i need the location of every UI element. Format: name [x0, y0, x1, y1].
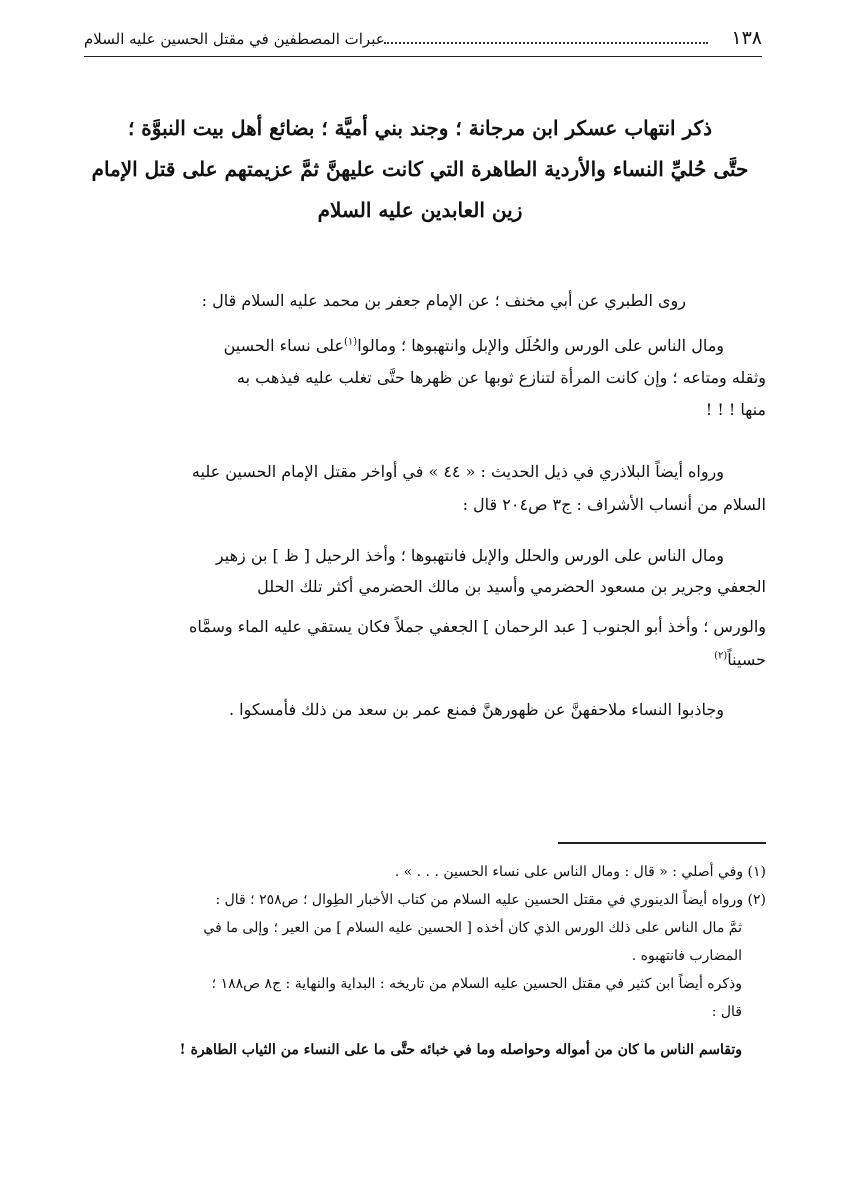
quote-1-continuation: [90, 362, 766, 393]
quote-2-continuation-2: [90, 611, 766, 642]
running-title: عبرات المصطفين في مقتل الحسين عليه السلام: [84, 30, 385, 48]
quote-1-line-1: [90, 330, 766, 361]
footnote-1: (١) وفي أصلي : « قال : ومال الناس على نساء الحسين . . . » .: [394, 864, 766, 880]
quote-2-line-3: والورس ؛ وأخذ أبو الجنوب [ عبد الرحمان ] الجعفي جملاً فكان يستقي عليه الماء وسمَّاه: [189, 617, 766, 636]
chapter-heading-line-1: ذكر انتهاب عسكر ابن مرجانة ؛ وجند بني أميَّة ؛ بضائع أهل بيت النبوَّة ؛: [127, 116, 713, 140]
footnote-2-line-4: وذكره أيضاً ابن كثير في مقتل الحسين عليه السلام من تاريخه : البداية والنهاية : ج٨ ص١٨٨ ؛: [211, 976, 742, 992]
quote-2-line-2: الجعفي وجرير بن مسعود الحضرمي وأسيد بن مالك الحضرمي أكثر تلك الحلل: [257, 577, 766, 596]
quote-1-end: [90, 394, 766, 425]
quote-1-line-1-tail: على نساء الحسين: [223, 336, 345, 355]
narration-2-continuation: [90, 489, 766, 520]
quote-2-line-4-text: حسيناً: [727, 650, 766, 669]
chapter-heading-line-3: زين العابدين عليه السلام: [317, 198, 523, 222]
narration-2-paragraph: [90, 456, 766, 487]
narration-2-line-1: ورواه أيضاً البلاذري في ذيل الحديث : « ٤٤ » في أواخر مقتل الإمام الحسين عليه: [191, 462, 724, 481]
quote-1-line-2: وثقله ومتاعه ؛ وإن كانت المرأة لتنازع ثوبها عن ظهرها حتَّى تغلب عليه فيذهب به: [237, 368, 766, 387]
header-dot-leader: [384, 36, 708, 44]
footnote-2-line-1: (٢) ورواه أيضاً الدينوري في مقتل الحسين عليه السلام من كتاب الأخبار الطِوال ؛ ص٢٥٨ ؛ قال :: [215, 892, 766, 908]
intro-paragraph: [90, 285, 766, 316]
quote-1-line-3: منها ! ! !: [705, 400, 766, 419]
footnote-separator: [558, 842, 766, 844]
footnote-ref-1[interactable]: (١): [344, 336, 358, 348]
footnotes: [90, 858, 766, 1064]
footnote-2-line-5: قال :: [711, 1004, 742, 1020]
footnote-2-line-3: المضارب فانتهبوه .: [631, 948, 742, 964]
chapter-heading: [70, 108, 770, 231]
quote-2-line-4: [90, 644, 766, 675]
quote-2-paragraph: [90, 540, 766, 571]
final-paragraph: [90, 694, 766, 725]
quote-2-continuation-3: [90, 644, 766, 675]
final-text: وجاذبوا النساء ملاحفهنَّ عن ظهورهنَّ فمنع عمر بن سعد من ذلك فأمسكوا .: [229, 700, 724, 719]
footnote-2-line-2: ثمَّ مال الناس على ذلك الورس الذي كان أخذه [ الحسين عليه السلام ] من العير ؛ وإلى ما في: [203, 920, 742, 936]
page-number: ١٣٨: [731, 27, 762, 49]
quote-1-line-1-head: ومال الناس على الورس والحُلَل والإبل وانتهبوها ؛ ومالوا: [357, 336, 724, 355]
quote-1-paragraph: [90, 330, 766, 361]
footnote-2-bold-quote: وتقاسم الناس ما كان من أمواله وحواصله وما في خبائه حتَّى ما على النساء من الثياب الطاهرة !: [179, 1042, 742, 1058]
quote-2-line-1: ومال الناس على الورس والحلل والإبل فانتهبوها ؛ وأخذ الرحيل [ ظ ] بن زهير: [215, 546, 724, 565]
running-header: [84, 26, 762, 57]
narration-2-line-2: السلام من أنساب الأشراف : ج٣ ص٢٠٤ قال :: [462, 495, 766, 514]
footnote-ref-2[interactable]: (٢): [714, 650, 728, 662]
chapter-heading-line-2: حتَّى حُليِّ النساء والأردية الطاهرة التي كانت عليهنَّ ثمَّ عزيمتهم على قتل الإمام: [91, 157, 749, 181]
intro-text: روى الطبري عن أبي مخنف ؛ عن الإمام جعفر بن محمد عليه السلام قال :: [201, 291, 686, 310]
quote-2-continuation-1: [90, 571, 766, 602]
